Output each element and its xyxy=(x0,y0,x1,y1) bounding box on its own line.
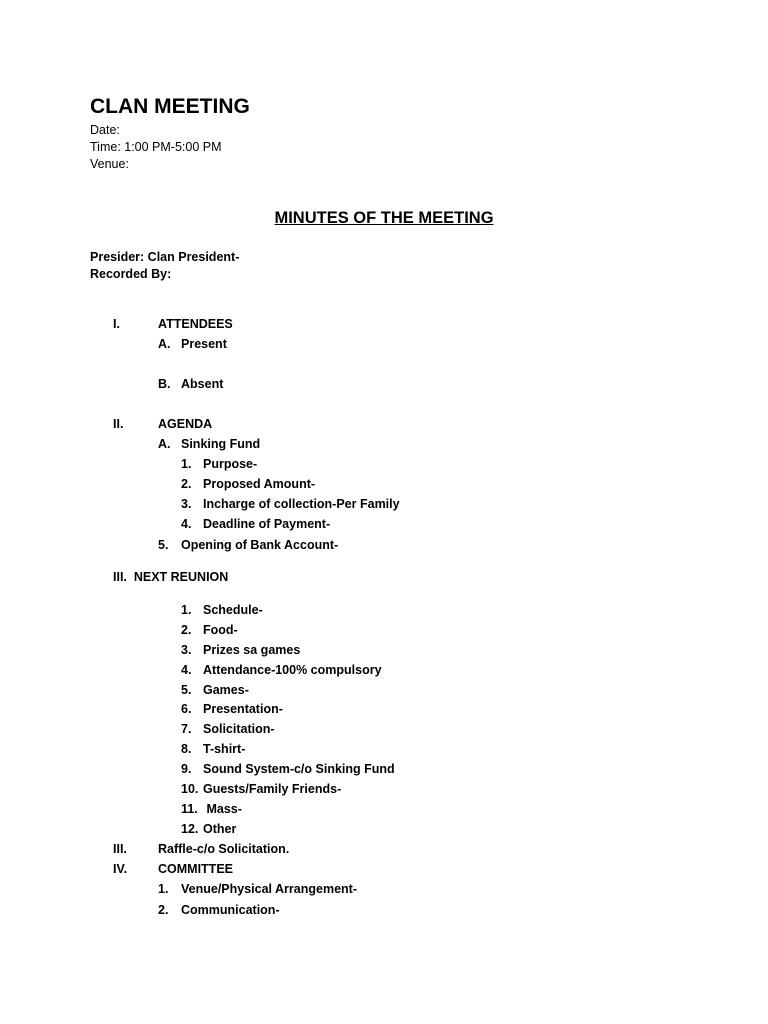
list-item: Guests/Family Friends- xyxy=(203,782,342,796)
list-item: Other xyxy=(203,822,237,836)
list-item: Solicitation- xyxy=(203,722,275,736)
list-number: 2. xyxy=(181,623,192,637)
list-item: Prizes sa games xyxy=(203,643,301,657)
list-number: 2. xyxy=(181,477,192,491)
list-item: Games- xyxy=(203,683,249,697)
list-letter: B. xyxy=(158,377,171,391)
list-item: Attendance-100% compulsory xyxy=(203,663,382,677)
list-item: Presentation- xyxy=(203,702,283,716)
list-item: Schedule- xyxy=(203,603,263,617)
section-numeral: III. xyxy=(113,842,127,856)
list-item: Deadline of Payment- xyxy=(203,517,331,531)
document-title: CLAN MEETING xyxy=(90,95,250,118)
list-number: 3. xyxy=(181,497,192,511)
list-number: 10. xyxy=(181,782,199,796)
list-number: 4. xyxy=(181,517,192,531)
list-number: 3. xyxy=(181,643,192,657)
list-item: Purpose- xyxy=(203,457,258,471)
list-number: 2. xyxy=(158,903,169,917)
section-numeral: IV. xyxy=(113,862,128,876)
list-number: 6. xyxy=(181,702,192,716)
presider-label: Presider: Clan President- xyxy=(90,250,240,264)
list-item: T-shirt- xyxy=(203,742,246,756)
list-letter: A. xyxy=(158,437,171,451)
section-numeral: I. xyxy=(113,317,120,331)
list-item: Food- xyxy=(203,623,238,637)
list-item: Absent xyxy=(181,377,224,391)
list-letter: A. xyxy=(158,337,171,351)
list-item: Present xyxy=(181,337,227,351)
list-item: Sound System-c/o Sinking Fund xyxy=(203,762,395,776)
list-number: 9. xyxy=(181,762,192,776)
list-number: 7. xyxy=(181,722,192,736)
list-number: 1. xyxy=(181,603,192,617)
time-label: Time: 1:00 PM-5:00 PM xyxy=(90,140,222,154)
list-number: 12. xyxy=(181,822,199,836)
list-item: Sinking Fund xyxy=(181,437,261,451)
recorded-by-label: Recorded By: xyxy=(90,267,172,281)
list-number: 11. xyxy=(181,802,198,816)
minutes-heading: MINUTES OF THE MEETING xyxy=(274,209,494,227)
list-number: 1. xyxy=(181,457,192,471)
venue-label: Venue: xyxy=(90,157,129,171)
section-heading: III. NEXT REUNION xyxy=(113,570,229,584)
section-heading: COMMITTEE xyxy=(158,862,233,876)
list-item: Incharge of collection-Per Family xyxy=(203,497,400,511)
section-heading: AGENDA xyxy=(158,417,213,431)
section-heading: ATTENDEES xyxy=(158,317,233,331)
list-number: 8. xyxy=(181,742,192,756)
list-item: Mass- xyxy=(203,802,242,816)
section-numeral: II. xyxy=(113,417,124,431)
list-number: 1. xyxy=(158,882,169,896)
list-item: Communication- xyxy=(181,903,280,917)
list-number: 5. xyxy=(181,683,192,697)
section-heading: Raffle-c/o Solicitation. xyxy=(158,842,290,856)
list-item: Proposed Amount- xyxy=(203,477,316,491)
list-item: Opening of Bank Account- xyxy=(181,538,339,552)
list-number: 5. xyxy=(158,538,169,552)
list-item: Venue/Physical Arrangement- xyxy=(181,882,357,896)
list-number: 4. xyxy=(181,663,192,677)
date-label: Date: xyxy=(90,123,120,137)
